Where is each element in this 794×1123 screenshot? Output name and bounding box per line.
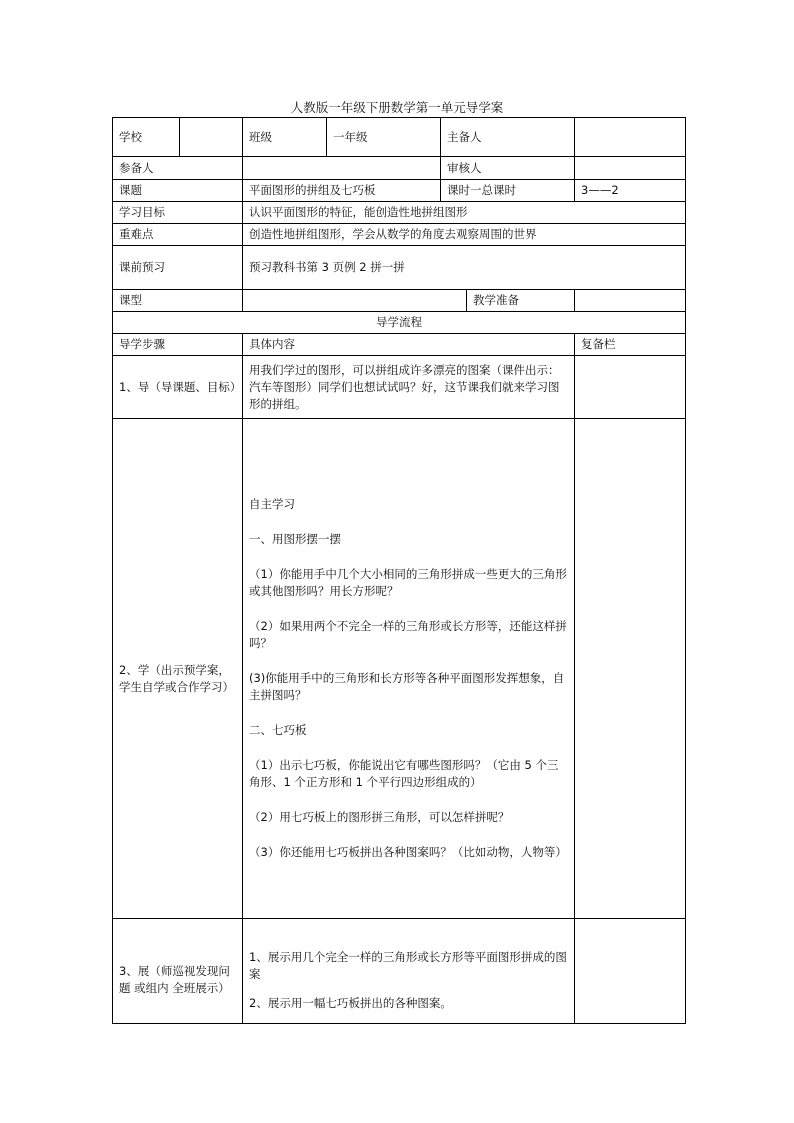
reviewer-label: 审核人	[441, 157, 575, 180]
self-study-heading: 自主学习	[249, 497, 295, 511]
tangram-question-2: （2）用七巧板上的图形拼三角形，可以怎样拼呢？	[249, 810, 510, 824]
show-item-1: 1、展示用几个完全一样的三角形或长方形等平面图形拼成的图案	[249, 949, 567, 981]
goal-value: 认识平面图形的特征，能创造性地拼组图形	[243, 202, 686, 224]
preview-value: 预习教科书第 3 页例 2 拼一拼	[243, 246, 686, 290]
info-row-topic	[113, 180, 686, 202]
reviewer-value	[575, 157, 686, 180]
key-points-value: 创造性地拼组图形，学会从数学的角度去观察周围的世界	[243, 224, 686, 246]
school-value	[180, 118, 243, 157]
step-3-content	[243, 919, 575, 1024]
step-3-label: 3、展（师巡视发现问题 或组内 全班展示）	[113, 919, 243, 1024]
flow-header-row	[113, 312, 686, 334]
step-2-content	[243, 419, 575, 919]
info-row-type	[113, 290, 686, 312]
step-row-3	[113, 919, 686, 1024]
step-2-review	[575, 419, 686, 919]
participants-value	[243, 157, 441, 180]
info-row-school	[113, 118, 686, 157]
class-label: 班级	[243, 118, 327, 157]
section-2-heading: 二、七巧板	[249, 723, 307, 737]
school-label: 学校	[113, 118, 180, 157]
section-1-heading: 一、用图形摆一摆	[249, 532, 341, 546]
lesson-type-label: 课型	[113, 290, 243, 312]
step-row-1	[113, 356, 686, 419]
tangram-question-1: （1）出示七巧板，你能说出它有哪些图形吗？（它由 5 个三角形、1 个正方形和 1 个平行四边形组成的）	[249, 758, 559, 789]
participants-label: 参备人	[113, 157, 243, 180]
info-row-key-points	[113, 224, 686, 246]
step-1-content: 用我们学过的图形，可以拼组成许多漂亮的图案（课件出示：汽车等图形）同学们也想试试吗？好，这节课我们就来学习图形的拼组。	[243, 356, 575, 419]
teaching-prep-label: 教学准备	[467, 290, 575, 312]
show-item-2: 2、展示用一幅七巧板拼出的各种图案。	[249, 995, 452, 1010]
class-value: 一年级	[327, 118, 441, 157]
step-column-header: 导学步骤	[113, 334, 243, 356]
question-1: （1）你能用手中几个大小相同的三角形拼成一些更大的三角形或其他图形吗？用长方形呢？	[249, 567, 567, 598]
question-2: （2）如果用两个不完全一样的三角形或长方形等，还能这样拼吗？	[249, 619, 567, 650]
step-row-2	[113, 419, 686, 919]
question-3: (3)你能用手中的三角形和长方形等各种平面图形发挥想象，自主拼图吗？	[249, 671, 565, 702]
lesson-plan-table	[112, 117, 686, 1024]
page-title: 人教版一年级下册数学第一单元导学案	[290, 100, 504, 115]
topic-value: 平面图形的拼组及七巧板	[243, 180, 441, 202]
content-column-header: 具体内容	[243, 334, 575, 356]
flow-columns-row	[113, 334, 686, 356]
goal-label: 学习目标	[113, 202, 243, 224]
teaching-prep-value	[575, 290, 686, 312]
step-2-label: 2、学（出示预学案，学生自学或合作学习）	[113, 419, 243, 919]
info-row-goal	[113, 202, 686, 224]
info-row-participants	[113, 157, 686, 180]
info-row-preview	[113, 246, 686, 290]
tangram-question-3: （3）你还能用七巧板拼出各种图案吗？（比如动物，人物等）	[249, 845, 567, 859]
period-label: 课时一总课时	[441, 180, 575, 202]
topic-label: 课题	[113, 180, 243, 202]
preparer-value	[575, 118, 686, 157]
lesson-type-value	[243, 290, 467, 312]
key-points-label: 重难点	[113, 224, 243, 246]
review-column-header: 复备栏	[575, 334, 686, 356]
flow-header: 导学流程	[113, 312, 686, 334]
period-value: 3——2	[575, 180, 686, 202]
step-3-review	[575, 919, 686, 1024]
step-1-label: 1、导（导课题、目标）	[113, 356, 243, 419]
step-1-review	[575, 356, 686, 419]
preview-label: 课前预习	[113, 246, 243, 290]
preparer-label: 主备人	[441, 118, 575, 157]
